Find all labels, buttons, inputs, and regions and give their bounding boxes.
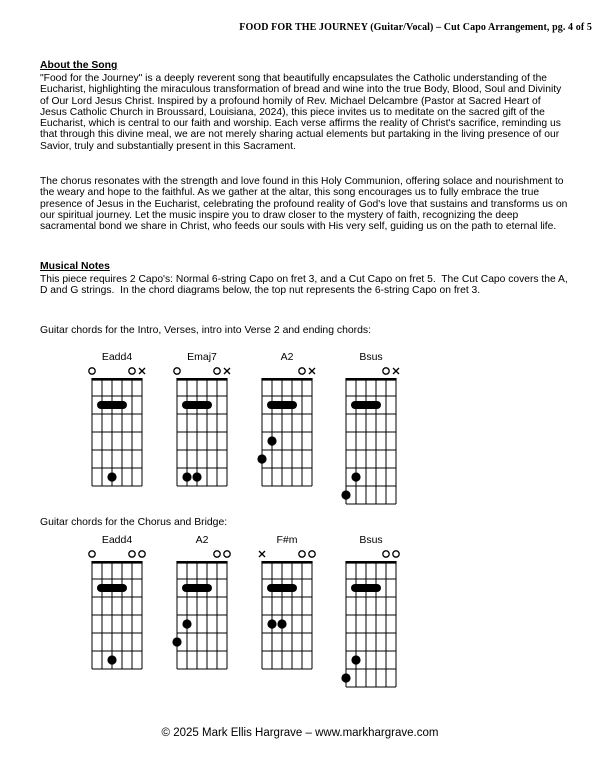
open-string-icon — [299, 368, 305, 374]
chord-diagram-a2 — [169, 534, 235, 676]
capo-nut — [345, 561, 396, 564]
open-string-icon — [393, 551, 399, 557]
page-footer: © 2025 Mark Ellis Hargrave – www.markhargrave.com — [161, 727, 439, 739]
finger-dot — [267, 436, 276, 445]
musical-notes-heading: Musical Notes — [40, 261, 110, 272]
chord-name: A2 — [280, 351, 294, 363]
chord-grid — [84, 364, 150, 488]
finger-dot — [182, 619, 191, 628]
finger-dot — [172, 637, 181, 646]
cut-capo-bar — [267, 584, 297, 592]
chord-diagram-fsharpm — [254, 534, 320, 676]
chord-row-intro-verses — [0, 351, 600, 531]
open-string-icon — [224, 551, 230, 557]
open-string-icon — [129, 368, 135, 374]
chord-name: A2 — [195, 534, 209, 546]
chord-row-chorus-bridge — [0, 534, 600, 714]
chord-name: Emaj7 — [187, 351, 217, 363]
chord-name: Bsus — [359, 534, 383, 546]
chord-diagram-bsus — [338, 351, 404, 511]
open-string-icon — [174, 368, 180, 374]
about-the-song-heading: About the Song — [40, 60, 118, 71]
finger-dot — [192, 472, 201, 481]
cut-capo-bar — [97, 401, 127, 409]
open-string-icon — [383, 368, 389, 374]
finger-dot — [107, 655, 116, 664]
open-string-icon — [299, 551, 305, 557]
finger-dot — [351, 655, 360, 664]
chord-name: F#m — [276, 534, 298, 546]
finger-dot — [182, 472, 191, 481]
cut-capo-bar — [351, 584, 381, 592]
chord-grid — [84, 547, 150, 671]
chord-diagram-a2 — [254, 351, 320, 493]
open-string-icon — [309, 551, 315, 557]
capo-nut — [91, 378, 142, 381]
open-string-icon — [89, 551, 95, 557]
page-header: FOOD FOR THE JOURNEY (Guitar/Vocal) – Cut Capo Arrangement, pg. 4 of 5 — [239, 22, 592, 33]
finger-dot — [351, 472, 360, 481]
capo-nut — [345, 378, 396, 381]
chord-name: Eadd4 — [101, 351, 133, 363]
chord-grid — [338, 547, 404, 689]
cut-capo-bar — [182, 584, 212, 592]
open-string-icon — [214, 368, 220, 374]
chord-diagram-emaj7 — [169, 351, 235, 493]
capo-nut — [261, 378, 312, 381]
chord-diagram-bsus — [338, 534, 404, 694]
finger-dot — [277, 619, 286, 628]
finger-dot — [341, 673, 350, 682]
chord-grid — [338, 364, 404, 506]
chord-grid — [254, 547, 320, 671]
open-string-icon — [129, 551, 135, 557]
cut-capo-bar — [351, 401, 381, 409]
chord-diagram-eadd4 — [84, 534, 150, 676]
open-string-icon — [139, 551, 145, 557]
open-string-icon — [383, 551, 389, 557]
finger-dot — [341, 490, 350, 499]
chord-grid — [169, 547, 235, 671]
chord-name: Eadd4 — [101, 534, 133, 546]
chord-name: Bsus — [359, 351, 383, 363]
about-paragraph-1: "Food for the Journey" is a deeply reverent song that beautifully encapsulates the Catholic understanding of the Eucharist, highlighting the miraculous transformation of bread and wine into the true Body, Blood, Soul and Divinity of Our Lord Jesus Christ. Inspired by a profound homily of Rev. Michael Delcambre (Pastor at Sacred Heart of Jesus Catholic Church in Broussard, Louisiana, 2024), this piece invites us to meditate on the sacred gift of the Eucharist, which is central to our faith and worship. Each verse affirms the reality of Christ's sacrifice, reminding us that through this divine meal, we are not merely sharing actual elements but partaking in the living presence of our Savior, truly and substantially present in this Sacrament. — [40, 73, 565, 152]
chords-caption-intro-verses: Guitar chords for the Intro, Verses, intro into Verse 2 and ending chords: — [40, 325, 371, 336]
cut-capo-bar — [267, 401, 297, 409]
capo-nut — [176, 561, 227, 564]
capo-nut — [176, 378, 227, 381]
open-string-icon — [214, 551, 220, 557]
about-paragraph-2: The chorus resonates with the strength and love found in this Holy Communion, offering solace and nourishment to the weary and hope to the faithful. As we gather at the altar, this song encourages us to fully embrace the true presence of Jesus in the Eucharist, celebrating the profound reality of God's love that sustains and transforms us on our spiritual journey. Let the music inspire you to draw closer to the mystery of faith, recognizing the deep sacramental bond we share in Christ, who feeds our souls with His very self, guiding us on the path to eternal life. — [40, 176, 571, 233]
chord-diagram-eadd4 — [84, 351, 150, 493]
chord-grid — [169, 364, 235, 488]
finger-dot — [257, 454, 266, 463]
chords-caption-chorus-bridge: Guitar chords for the Chorus and Bridge: — [40, 517, 228, 528]
cut-capo-bar — [97, 584, 127, 592]
chord-grid — [254, 364, 320, 488]
cut-capo-bar — [182, 401, 212, 409]
finger-dot — [107, 472, 116, 481]
open-string-icon — [89, 368, 95, 374]
finger-dot — [267, 619, 276, 628]
capo-nut — [261, 561, 312, 564]
musical-notes-text: This piece requires 2 Capo's: Normal 6-string Capo on fret 3, and a Cut Capo on fret 5. The Cut Capo covers the A, D and G strings. In the chord diagrams below, the top nut represents the 6-string Capo on fret 3. — [40, 274, 571, 297]
capo-nut — [91, 561, 142, 564]
